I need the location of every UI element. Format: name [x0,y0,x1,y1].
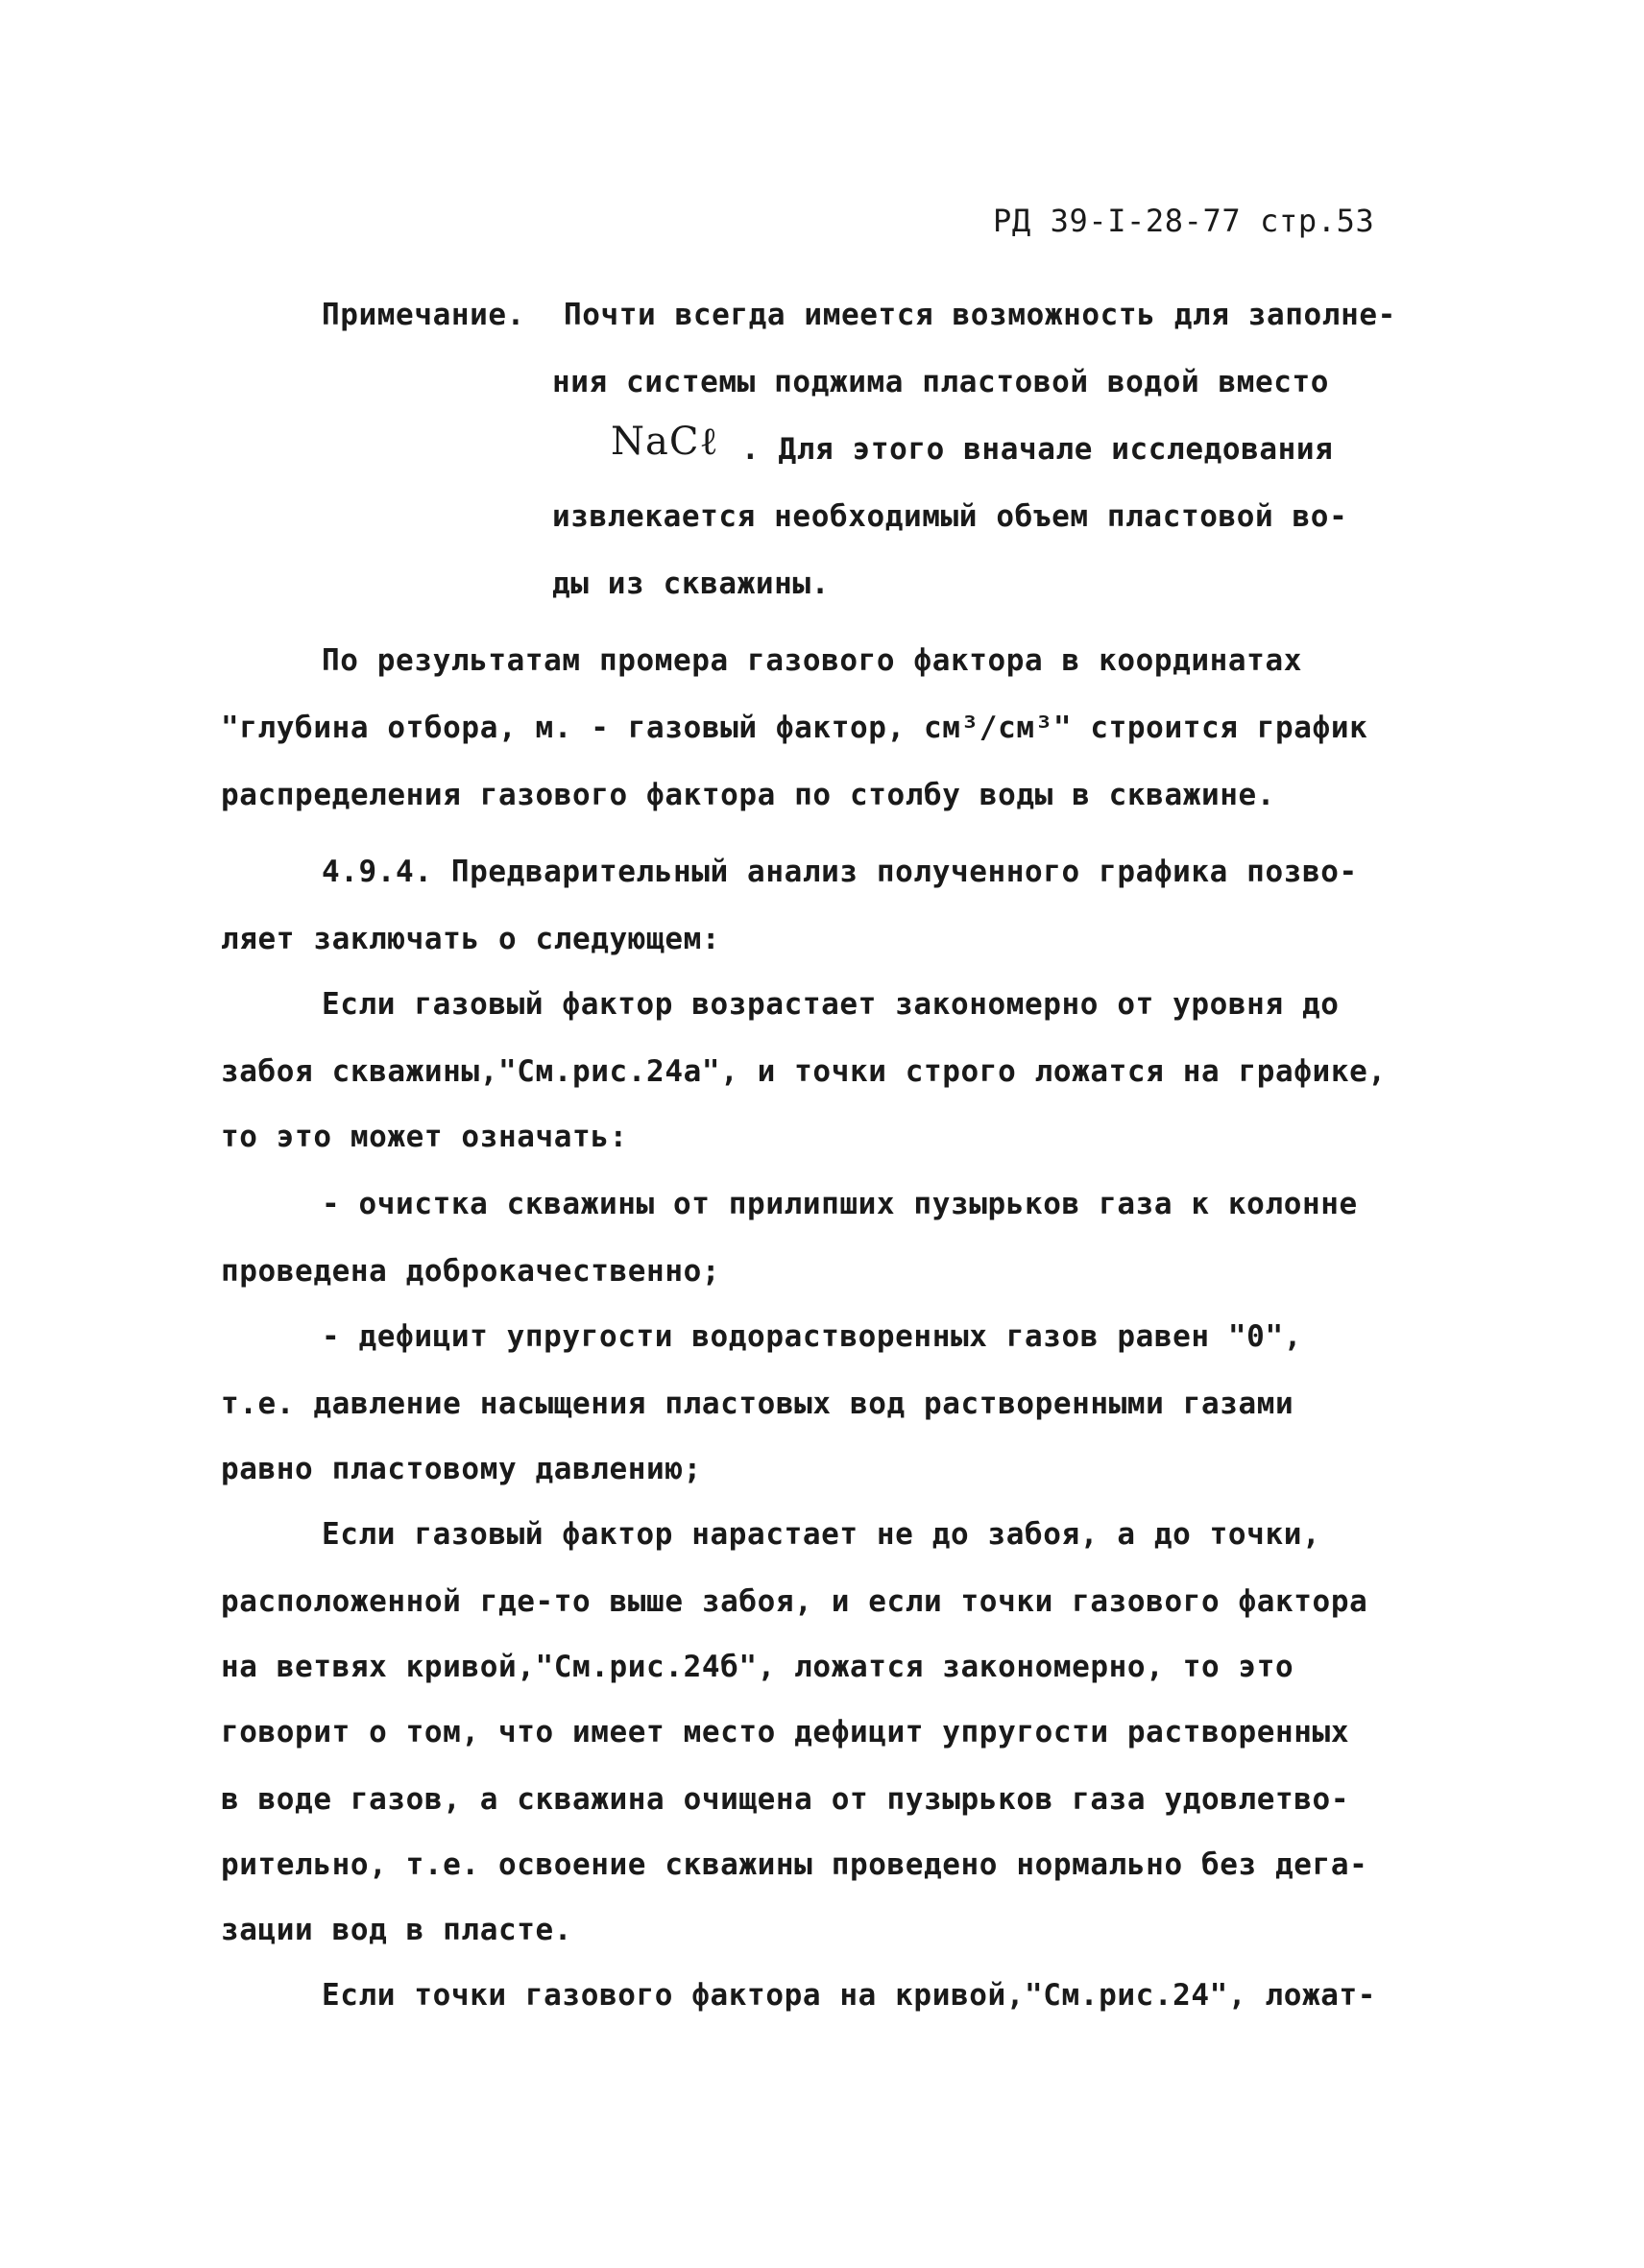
paragraph-line: то это может означать: [221,1120,628,1154]
paragraph-line: зации вод в пласте. [221,1913,573,1947]
paragraph-line: "глубина отбора, м. - газовый фактор, см³/см³" строится график [221,711,1368,745]
list-item-line: - дефицит упругости водорастворенных газов равен "0", [322,1319,1302,1354]
paragraph-line: ляет заключать о следующем: [221,922,721,956]
paragraph-line: на ветвях кривой,"См.рис.24б", ложатся закономерно, то это [221,1650,1294,1684]
list-item-line: - очистка скважины от прилипших пузырьков газа к колонне [322,1187,1358,1221]
paragraph-line: в воде газов, а скважина очищена от пузырьков газа удовлетво- [221,1782,1350,1817]
note-line: извлекается необходимый объем пластовой во- [552,499,1348,534]
list-item-line: проведена доброкачественно; [221,1254,721,1289]
paragraph-line: рительно, т.е. освоение скважины проведено нормально без дега- [221,1847,1368,1882]
note-line: ния системы поджима пластовой водой вместо [552,365,1330,399]
section-heading-line: 4.9.4. Предварительный анализ полученного графика позво- [322,855,1358,889]
list-item-line: равно пластовому давлению; [221,1452,702,1486]
paragraph-line: забоя скважины,"См.рис.24а", и точки строго ложатся на графике, [221,1054,1387,1089]
list-item-line: т.е. давление насыщения пластовых вод растворенными газами [221,1387,1294,1421]
paragraph-line: Если точки газового фактора на кривой,"См.рис.24", ложат- [322,1978,1377,2013]
paragraph-line: Если газовый фактор нарастает не до забоя, а до точки, [322,1517,1321,1552]
note-line: ды из скважины. [552,567,830,601]
note-label: Примечание. [322,298,525,332]
paragraph-line: говорит о том, что имеет место дефицит упругости растворенных [221,1715,1350,1749]
paragraph-line: расположенной где-то выше забоя, и если точки газового фактора [221,1584,1368,1619]
note-line: Почти всегда имеется возможность для заполне- [564,298,1396,332]
paragraph-line: Если газовый фактор возрастает закономерно от уровня до [322,987,1340,1022]
paragraph-line: распределения газового фактора по столбу воды в скважине. [221,778,1276,812]
document-reference: РД 39-I-28-77 стр.53 [993,203,1375,239]
chemical-formula: NaCℓ [611,420,719,464]
paragraph-line: По результатам промера газового фактора в координатах [322,643,1302,678]
note-line: . Для этого вначале исследования [741,432,1334,467]
